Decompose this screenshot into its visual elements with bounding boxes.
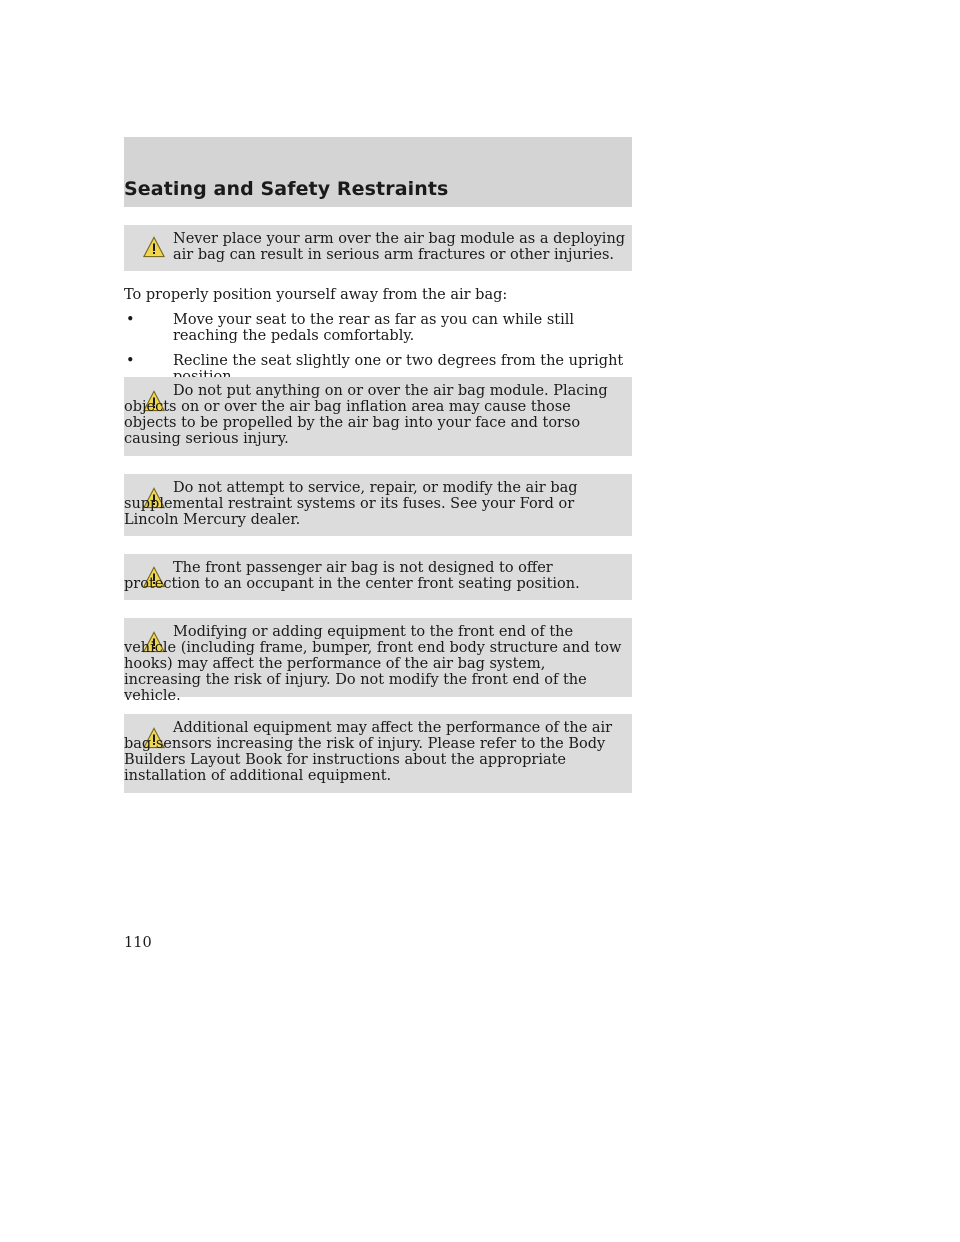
intro-text: To properly position yourself away from the air bag: [124,287,508,303]
warning-box [124,377,632,456]
bullet-marker: • [126,312,135,328]
bullet-text: Recline the seat slightly one or two degrees from the upright [173,353,624,369]
warning-text: Do not put anything on or over the air bag module. Placing objects on or over the air bag inflation area may cause those objects to be propelled by the air bag into your face and torso causing serious injury. [124,383,608,447]
warning-box [124,618,632,704]
warning-box [124,714,632,793]
warning-box [124,474,632,536]
list-item [124,312,644,344]
warning-box [124,554,632,600]
warning-text: The front passenger air bag is not designed to offer protection to an occupant in the center front seating position. [124,560,580,592]
warning-text: Additional equipment may affect the performance of the air bag sensors increasing the risk of injury. Please refer to the Body Builders Layout Book for instructions about the appropriate installation of additional equipment. [124,720,613,784]
bullet-marker: • [126,353,135,369]
warning-text: Do not attempt to service, repair, or modify the air bag supplemental restraint systems or its fuses. See your Ford or Lincoln Mercury dealer. [124,480,578,528]
warning-text: Never place your arm over the air bag module as a deploying air bag can result in serious arm fractures or other injuries. [173,231,626,263]
warning-box [124,225,632,271]
warning-text: Modifying or adding equipment to the front end of the vehicle (including frame, bumper, front end body structure and tow hooks) may affect the performance of the air bag system, increasing the risk of injury. Do not modify the front end of the vehicle. [124,624,622,704]
section-title: Seating and Safety Restraints [124,178,449,200]
page-number: 110 [124,935,152,951]
bullet-text: Move your seat to the rear as far as you can while still reaching the pedals comfortably. [173,312,575,344]
